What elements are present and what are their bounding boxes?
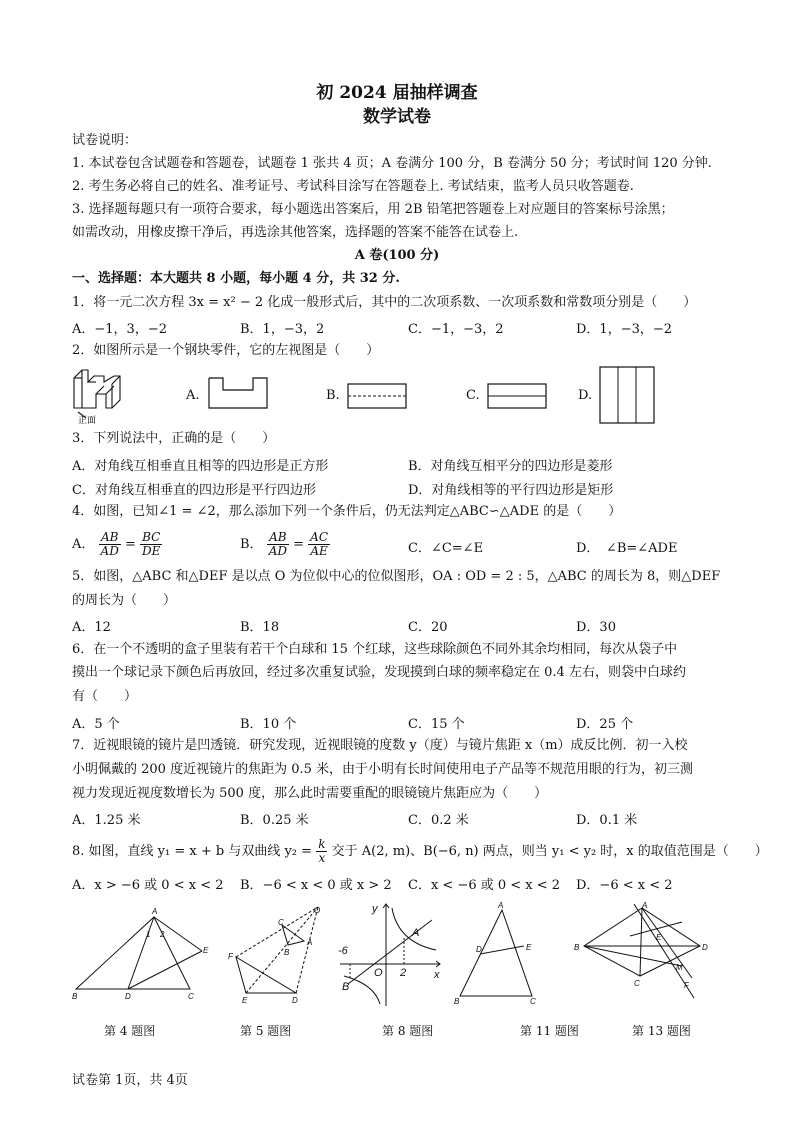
q6-stem-line-3: 有（ ） bbox=[72, 689, 138, 704]
svg-text:B: B bbox=[454, 997, 460, 1006]
q2-option-d-label: D. bbox=[578, 388, 593, 403]
q2-front-label: 正面 bbox=[78, 415, 97, 424]
q4-option-b: B． $\frac{AB}{AD}$ = $\frac{AC}{AE}$ bbox=[240, 530, 329, 558]
q7-stem-line-3: 视力发现近视度数增长为 500 度，那么此时需要重配的眼镜镜片焦距应为（ ） bbox=[72, 786, 548, 801]
svg-text:A: A bbox=[642, 901, 648, 910]
svg-text:E: E bbox=[203, 946, 209, 955]
caption-q4: 第 4 题图 bbox=[104, 1024, 156, 1038]
svg-text:F: F bbox=[684, 981, 689, 990]
svg-text:A: A bbox=[307, 938, 313, 947]
q2-option-a-figure bbox=[207, 376, 271, 412]
q4-option-a-fraction-2: $\frac{BC}{DE}$ bbox=[142, 530, 161, 558]
q1-option-b: B．1，−3，2 bbox=[240, 322, 325, 337]
svg-text:E: E bbox=[526, 943, 532, 952]
svg-text:C: C bbox=[278, 918, 284, 927]
svg-text:E: E bbox=[656, 933, 662, 942]
q8-option-c: C．x < −6 或 0 < x < 2 bbox=[408, 878, 561, 893]
q8-option-d: D．−6 < x < 2 bbox=[576, 878, 673, 893]
part1-heading: 一、选择题：本大题共 8 小题，每小题 4 分，共 32 分. bbox=[72, 271, 400, 286]
q5-option-d: D．30 bbox=[576, 620, 616, 635]
svg-text:y: y bbox=[372, 903, 378, 915]
q4-option-d: D． ∠B=∠ADE bbox=[576, 541, 678, 556]
svg-text:D: D bbox=[476, 945, 482, 954]
figure-q13 bbox=[570, 900, 720, 1004]
q6-stem-line-1: 6．在一个不透明的盒子里装有若干个白球和 15 个红球，这些球除颜色不同外其余均相同，每次从袋子中 bbox=[72, 642, 678, 657]
q2-option-d-figure bbox=[598, 365, 658, 427]
q7-stem-line-2: 小明佩戴的 200 度近视镜片的焦距为 0.5 米，由于小明有长时间使用电子产品等不规范用眼的行为，初三测 bbox=[72, 762, 694, 777]
figure-q8 bbox=[336, 900, 446, 1010]
q4-option-a: A． $\frac{AB}{AD}$ = $\frac{BC}{DE}$ bbox=[72, 530, 161, 558]
q2-option-c-figure bbox=[486, 382, 550, 412]
q4-stem: 4．如图，已知∠1 = ∠2，那么添加下列一个条件后，仍无法判定△ABC∽△ADE 的是（ ） bbox=[72, 504, 622, 519]
svg-text:O: O bbox=[314, 906, 321, 915]
q3-option-d: D．对角线相等的平行四边形是矩形 bbox=[408, 483, 614, 498]
q1-option-d: D．1，−3，−2 bbox=[576, 322, 673, 337]
section-a-heading: A 卷(100 分) bbox=[354, 248, 440, 263]
svg-text:x: x bbox=[434, 969, 440, 981]
svg-text:A: A bbox=[152, 907, 158, 916]
svg-text:C: C bbox=[188, 992, 194, 1001]
q7-option-d: D．0.1 米 bbox=[576, 813, 638, 828]
q5-option-a: A．12 bbox=[72, 620, 111, 635]
svg-text:2: 2 bbox=[400, 967, 407, 979]
caption-q8: 第 8 题图 bbox=[382, 1024, 434, 1038]
q4-option-a-fraction-1: $\frac{AB}{AD}$ bbox=[100, 530, 119, 558]
svg-text:1: 1 bbox=[146, 930, 151, 939]
figure-q11 bbox=[450, 902, 540, 1006]
svg-text:D: D bbox=[702, 943, 708, 952]
q2-option-b-label: B. bbox=[326, 388, 340, 403]
figure-q4 bbox=[70, 905, 220, 1003]
q7-option-c: C．0.2 米 bbox=[408, 813, 469, 828]
svg-text:F: F bbox=[228, 952, 233, 961]
q8-stem-end: 交于 A(2, m)、B(−6, n) 两点，则当 y₁ < y₂ 时，x 的取值范围是（ ） bbox=[331, 844, 768, 859]
q3-option-c: C．对角线互相垂直的四边形是平行四边形 bbox=[72, 483, 316, 498]
figure-q5 bbox=[222, 903, 332, 1007]
q1-option-a: A．−1，3，−2 bbox=[72, 322, 167, 337]
page-footer: 试卷第 1页，共 4页 bbox=[72, 1073, 188, 1088]
q1-option-c: C．−1，−3，2 bbox=[408, 322, 504, 337]
svg-text:D: D bbox=[292, 996, 298, 1005]
svg-text:B: B bbox=[72, 992, 78, 1001]
caption-q5: 第 5 题图 bbox=[240, 1024, 292, 1038]
svg-text:D: D bbox=[125, 992, 131, 1001]
q3-option-a: A．对角线互相垂直且相等的四边形是正方形 bbox=[72, 459, 329, 474]
q3-stem: 3．下列说法中，正确的是（ ） bbox=[72, 431, 276, 446]
q2-option-a-label: A. bbox=[186, 388, 200, 403]
instruction-line-1: 1. 本试卷包含试题卷和答题卷，试题卷 1 张共 4 页；A 卷满分 100 分，B 卷满分 50 分；考试时间 120 分钟. bbox=[72, 156, 712, 171]
q7-option-b: B．0.25 米 bbox=[240, 813, 309, 828]
q4-option-c: C．∠C=∠E bbox=[408, 541, 484, 556]
page-subtitle: 数学试卷 bbox=[363, 107, 431, 127]
q6-option-b: B．10 个 bbox=[240, 717, 297, 732]
q8-stem bbox=[72, 838, 768, 865]
page-title: 初 2024 届抽样调查 bbox=[316, 83, 478, 103]
q3-option-b: B．对角线互相平分的四边形是菱形 bbox=[408, 459, 613, 474]
svg-text:E: E bbox=[242, 996, 248, 1005]
q5-stem-line-1: 5．如图，△ABC 和△DEF 是以点 O 为位似中心的位似图形，OA : OD = 2 : 5，△ABC 的周长为 8，则△DEF bbox=[72, 569, 721, 584]
q1-stem: 1．将一元二次方程 3x = x² − 2 化成一般形式后，其中的二次项系数、一次项系数和常数项分别是（ ） bbox=[72, 295, 697, 310]
q6-option-d: D．25 个 bbox=[576, 717, 634, 732]
q2-stem: 2．如图所示是一个钢块零件，它的左视图是（ ） bbox=[72, 343, 380, 358]
q6-option-a: A．5 个 bbox=[72, 717, 120, 732]
q4-option-b-fraction-2: $\frac{AC}{AE}$ bbox=[310, 530, 329, 558]
q4-option-b-fraction-1: $\frac{AB}{AD}$ bbox=[268, 530, 287, 558]
svg-text:C: C bbox=[530, 997, 536, 1006]
svg-text:B: B bbox=[284, 948, 290, 957]
caption-q13: 第 13 题图 bbox=[632, 1024, 691, 1038]
instructions-label: 试卷说明： bbox=[72, 133, 138, 148]
svg-text:B: B bbox=[574, 943, 580, 952]
svg-text:C: C bbox=[634, 979, 640, 988]
svg-text:M: M bbox=[676, 963, 683, 972]
q7-stem-line-1: 7．近视眼镜的镜片是凹透镜．研究发现，近视眼镜的度数 y（度）与镜片焦距 x（m）成反比例．初一入校 bbox=[72, 738, 688, 753]
svg-text:B: B bbox=[342, 981, 350, 993]
q8-option-b: B．−6 < x < 0 或 x > 2 bbox=[240, 878, 392, 893]
q6-option-c: C．15 个 bbox=[408, 717, 465, 732]
q5-option-b: B．18 bbox=[240, 620, 280, 635]
instruction-line-2: 2. 考生务必将自己的姓名、准考证号、考试科目涂写在答题卷上. 考试结束，监考人员只收答题卷. bbox=[72, 179, 634, 194]
svg-text:A: A bbox=[498, 902, 504, 910]
svg-text:O: O bbox=[374, 967, 383, 979]
q2-steel-part-figure bbox=[70, 364, 160, 424]
q5-stem-line-2: 的周长为（ ） bbox=[72, 593, 177, 608]
q4-option-b-label: B． bbox=[240, 537, 263, 552]
q8-fraction: $\frac{k}{x}$ bbox=[318, 837, 326, 865]
svg-text:A: A bbox=[412, 927, 420, 939]
instruction-line-3: 3. 选择题每题只有一项符合要求，每小题选出答案后，用 2B 铅笔把答题卷上对应题目的答案标号涂黑； bbox=[72, 202, 674, 217]
q8-stem-start: 8. 如图，直线 y₁ = x + b 与双曲线 y₂ = bbox=[72, 844, 313, 859]
svg-text:-6: -6 bbox=[338, 945, 348, 957]
q6-stem-line-2: 摸出一个球记录下颜色后再放回，经过多次重复试验，发现摸到白球的频率稳定在 0.4 左右，则袋中白球约 bbox=[72, 665, 686, 680]
q7-option-a: A．1.25 米 bbox=[72, 813, 141, 828]
q4-option-a-label: A． bbox=[72, 537, 95, 552]
caption-q11: 第 11 题图 bbox=[520, 1024, 579, 1038]
svg-text:2: 2 bbox=[160, 930, 165, 939]
q2-option-b-figure bbox=[346, 382, 410, 412]
instruction-line-4: 如需改动，用橡皮擦干净后，再选涂其他答案，选择题的答案不能答在试卷上. bbox=[72, 225, 519, 240]
q8-option-a: A．x > −6 或 0 < x < 2 bbox=[72, 878, 224, 893]
q5-option-c: C．20 bbox=[408, 620, 448, 635]
q2-option-c-label: C. bbox=[466, 388, 480, 403]
